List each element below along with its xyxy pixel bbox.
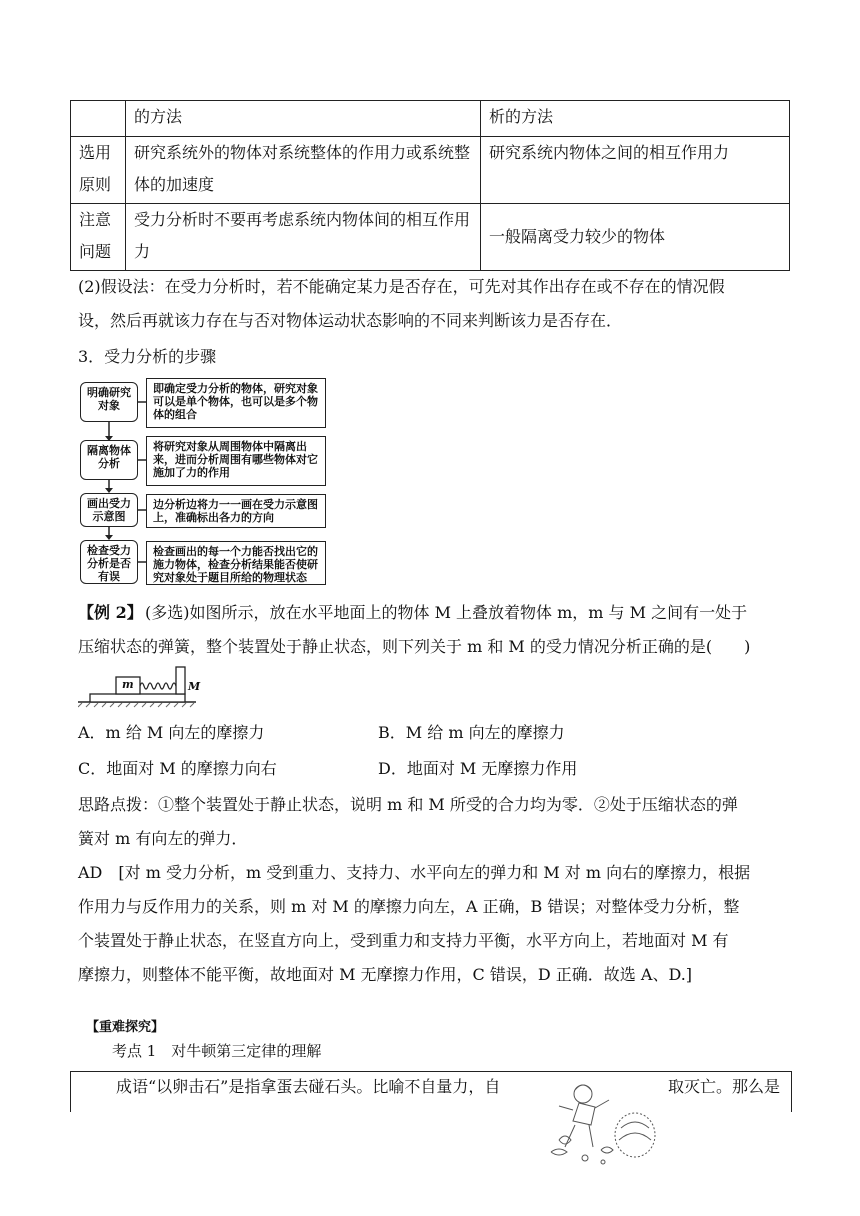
story-text-left: 成语“以卵击石”是指拿蛋去碰石头。比喻不自量力，自 — [116, 1077, 501, 1096]
answer-line-1: AD [对 m 受力分析，m 受到重力、支持力、水平向左的弹力和 M 对 m 向右的摩擦力，根据 — [78, 863, 751, 882]
table-cell: 析的方法 — [481, 101, 790, 137]
answer-line-2: 作用力与反作用力的关系，则 m 对 M 的摩擦力向左，A 正确，B 错误；对整体受力分析，整 — [78, 897, 740, 916]
option-a: A．m 给 M 向左的摩擦力 — [78, 723, 265, 742]
table-cell: 一般隔离受力较少的物体 — [481, 204, 790, 271]
table-row — [71, 101, 790, 137]
spring-block-figure — [78, 664, 208, 708]
flow-step-2: 隔离物体分析 — [80, 440, 138, 480]
option-b: B．M 给 m 向左的摩擦力 — [378, 723, 565, 742]
table-row — [71, 137, 790, 204]
hint-line-1: 思路点拨：①整个装置处于静止状态，说明 m 和 M 所受的合力均为零．②处于压缩状态的弹 — [78, 795, 738, 814]
flow-step-4: 检查受力分析是否有误 — [80, 540, 138, 584]
flow-arrows — [70, 375, 150, 590]
flow-desc-1: 即确定受力分析的物体，研究对象可以是单个物体，也可以是多个物体的组合 — [146, 378, 326, 428]
example-label: 【例 2】 — [78, 603, 143, 622]
method-comparison-table — [70, 100, 790, 271]
table-cell — [71, 101, 126, 137]
section-heading: 【重难探究】 — [86, 1020, 165, 1035]
flow-desc-2: 将研究对象从周围物体中隔离出来，进而分析周围有哪些物体对它施加了力的作用 — [146, 436, 326, 486]
assumption-line-1: (2)假设法：在受力分析时，若不能确定某力是否存在，可先对其作出存在或不存在的情况假 — [78, 277, 725, 296]
point-title: 考点 1 对牛顿第三定律的理解 — [112, 1042, 322, 1060]
flow-desc-3: 边分析边将力一一画在受力示意图上，准确标出各力的方向 — [146, 494, 326, 528]
flow-step-3: 画出受力示意图 — [80, 493, 138, 527]
table-cell: 研究系统内物体之间的相互作用力 — [481, 137, 790, 204]
figure-label-m: m — [122, 678, 134, 691]
hint-line-2: 簧对 m 有向左的弹力． — [78, 829, 248, 848]
table-row — [71, 204, 790, 271]
answer-line-3: 个装置处于静止状态，在竖直方向上，受到重力和支持力平衡，水平方向上，若地面对 M 有 — [78, 931, 729, 950]
egg-stone-cartoon-image — [545, 1080, 665, 1166]
flow-desc-4: 检查画出的每一个力能否找出它的施力物体，检查分析结果能否使研究对象处于题目所给的物理状态 — [146, 541, 326, 585]
steps-title: 3．受力分析的步骤 — [78, 347, 217, 366]
figure-label-M: M — [188, 680, 201, 693]
table-cell: 注意问题 — [71, 204, 126, 271]
flow-step-1: 明确研究对象 — [80, 382, 138, 422]
table-cell: 受力分析时不要再考虑系统内物体间的相互作用力 — [126, 204, 481, 271]
story-text-right: 取灭亡。那么是 — [668, 1077, 781, 1096]
table-cell: 选用原则 — [71, 137, 126, 204]
example-line-1: (多选)如图所示，放在水平地面上的物体 M 上叠放着物体 m，m 与 M 之间有一处于 — [145, 603, 748, 622]
option-c: C．地面对 M 的摩擦力向右 — [78, 759, 277, 778]
table-cell: 研究系统外的物体对系统整体的作用力或系统整体的加速度 — [126, 137, 481, 204]
table-cell: 的方法 — [126, 101, 481, 137]
example-line-2: 压缩状态的弹簧，整个装置处于静止状态，则下列关于 m 和 M 的受力情况分析正确的是( ) — [78, 637, 751, 656]
answer-line-4: 摩擦力，则整体不能平衡，故地面对 M 无摩擦力作用，C 错误，D 正确．故选 A、D.] — [78, 965, 693, 984]
assumption-line-2: 设，然后再就该力存在与否对物体运动状态影响的不同来判断该力是否存在． — [78, 311, 623, 330]
option-d: D．地面对 M 无摩擦力作用 — [378, 759, 578, 778]
